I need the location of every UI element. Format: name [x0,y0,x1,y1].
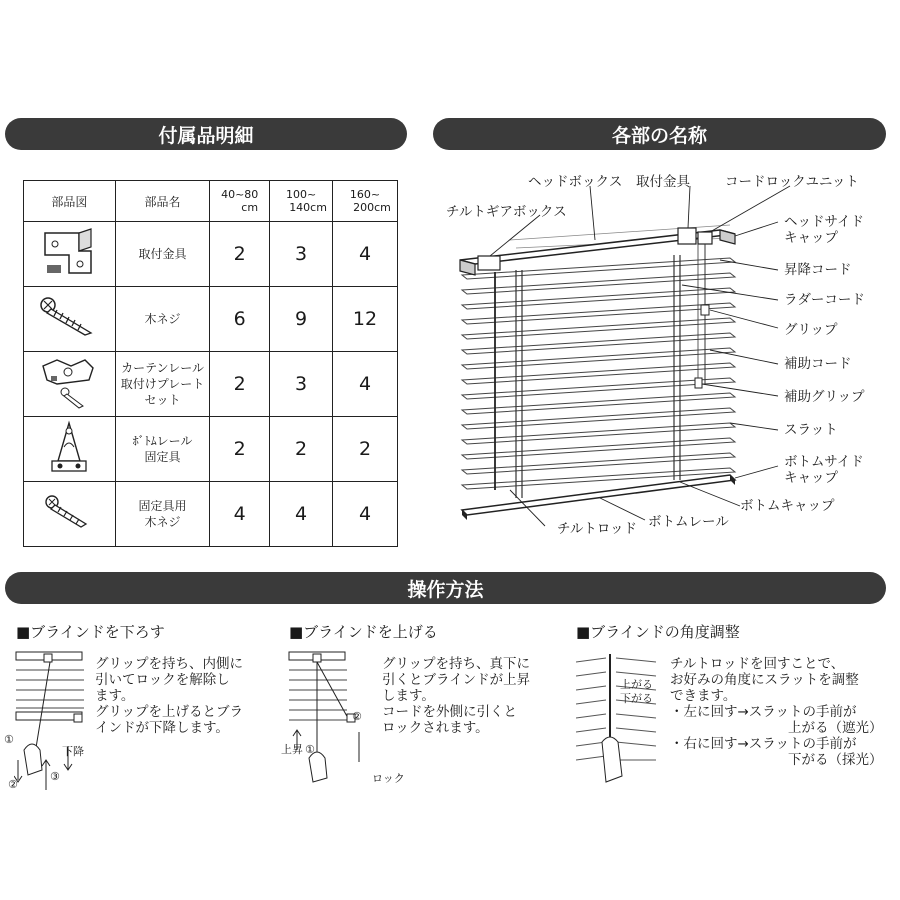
table-row [24,482,398,547]
table-row [24,222,398,287]
grip [701,305,709,315]
qty-cell: 9 [270,287,333,352]
header-parts-diagram: 部品図 [24,181,116,222]
tilt-gear-box [478,256,500,270]
accessories-table [23,180,398,547]
header-size: 40~80 cm [210,181,270,222]
label-bottom-side-cap: ボトムサイド キャップ [784,454,864,486]
label-bottom-cap: ボトムキャップ [740,498,835,514]
aux-grip [695,378,702,388]
mounting-bracket-part [678,228,696,244]
lower-step2: ② [8,778,18,791]
label-slat: スラット [784,422,838,438]
label-lift-cord: 昇降コード [784,262,852,278]
raise-text: グリップを持ち、真下に 引くとブラインドが上昇 します。 コードを外側に引くと ロックされます。 [382,656,531,736]
raise-step2: ② [352,710,362,723]
qty-cell: 2 [210,352,270,417]
table-row [24,287,398,352]
label-ladder-cord: ラダーコード [784,292,865,308]
qty-cell: 4 [333,482,398,547]
qty-cell: 6 [210,287,270,352]
angle-illustration [576,652,660,787]
mounting-bracket-icon [24,222,116,287]
qty-cell: 12 [333,287,398,352]
label-tilt-rod: チルトロッド [557,521,638,537]
blind-slats [462,258,735,489]
angle-up-tag: 上がる [620,678,653,691]
label-aux-grip: 補助グリップ [784,389,865,405]
header-parts-name: 部品名 [115,181,209,222]
label-head-side-cap: ヘッドサイド キャップ [784,214,865,246]
header-size: 100~ 140cm [270,181,333,222]
part-name: 木ネジ [115,287,209,352]
raise-heading: ■ブラインドを上げる [289,623,438,641]
label-head-box: ヘッドボックス [528,174,623,190]
cord-lock-unit [698,232,712,244]
raise-up-label: 上昇 [281,743,303,756]
qty-cell: 2 [270,417,333,482]
part-name: カーテンレール 取付けプレート セット [115,352,209,417]
qty-cell: 4 [270,482,333,547]
qty-cell: 2 [210,417,270,482]
part-name: 固定具用 木ネジ [115,482,209,547]
lower-heading: ■ブラインドを下ろす [16,623,165,641]
qty-cell: 3 [270,222,333,287]
qty-cell: 2 [333,417,398,482]
label-tilt-gear-box: チルトギアボックス [446,204,567,220]
label-cord-lock-unit: コードロックユニット [725,174,859,190]
angle-text: チルトロッドを回すことで、 お好みの角度にスラットを調整 できます。 ・左に回す→スラットの手前が 上がる（遮光） ・右に回す→スラットの手前が 下がる（採光） [670,656,883,768]
part-name: ﾎﾞﾄﾑレール 固定具 [115,417,209,482]
operation-banner [5,572,886,604]
lower-down-label: 下降 [62,745,84,758]
curtain-rail-plate-icon [24,352,116,417]
raise-illustration [287,650,377,795]
part-name: 取付金具 [115,222,209,287]
qty-cell: 4 [333,352,398,417]
wood-screw-icon [24,287,116,352]
accessories-banner [5,118,407,150]
lower-step1: ① [4,733,14,746]
lower-text: グリップを持ち、内側に 引いてロックを解除し ます。 グリップを上げるとブラ インドが下降します。 [95,656,243,736]
qty-cell: 4 [333,222,398,287]
angle-heading: ■ブラインドの角度調整 [576,623,740,641]
qty-cell: 2 [210,222,270,287]
table-row [24,417,398,482]
table-header-row [24,181,398,222]
parts-title: 各部の名称 [611,124,707,147]
lower-step3: ③ [50,770,60,783]
label-aux-cord: 補助コード [784,356,852,372]
qty-cell: 3 [270,352,333,417]
raise-step1: ① [305,743,315,756]
label-bottom-rail: ボトムレール [648,514,729,530]
operation-title: 操作方法 [407,578,484,601]
bottom-rail-fixture-icon [24,417,116,482]
raise-lock-label: ロック [372,772,405,785]
angle-down-tag: 下がる [620,692,653,705]
qty-cell: 4 [210,482,270,547]
table-row [24,352,398,417]
label-grip: グリップ [784,322,838,338]
accessories-title: 付属品明細 [158,124,254,147]
label-mounting-bracket: 取付金具 [636,174,690,190]
header-size: 160~ 200cm [333,181,398,222]
parts-banner [433,118,886,150]
fixture-screw-icon [24,482,116,547]
